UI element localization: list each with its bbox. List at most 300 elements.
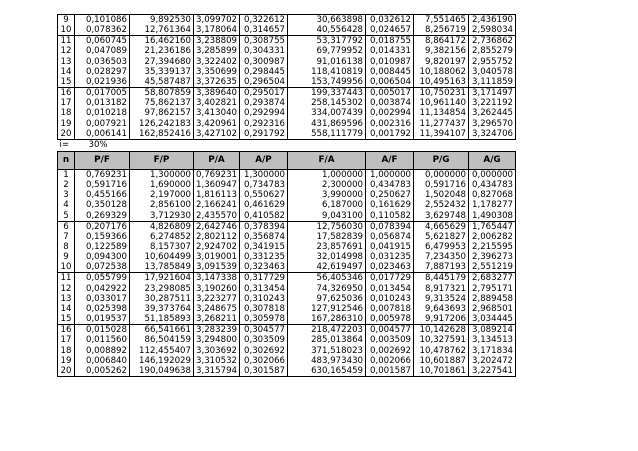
factor-cell: 1,502048	[414, 190, 469, 200]
factor-cell: 0,005978	[366, 314, 414, 325]
period-cell: 17	[58, 98, 75, 108]
factor-cell: 0,021936	[75, 77, 130, 88]
factor-cell: 3,019001	[194, 252, 240, 262]
factor-cell: 3,268211	[194, 314, 240, 325]
factor-cell: 0,314657	[240, 25, 288, 36]
factor-cell: 30,287511	[130, 294, 194, 304]
factor-cell: 2,197000	[130, 190, 194, 200]
header-a-g: A/G	[469, 151, 516, 169]
factor-cell: 2,924702	[194, 242, 240, 252]
factor-cell: 371,518023	[288, 346, 366, 356]
header-f-p: F/P	[130, 151, 194, 169]
table-row	[58, 98, 516, 108]
factor-cell: 9,917206	[414, 314, 469, 325]
factor-cell: 0,032612	[366, 15, 414, 26]
factor-cell: 0,207176	[75, 221, 130, 232]
factor-cell: 45,587487	[130, 77, 194, 88]
table-row	[58, 242, 516, 252]
factor-cell: 0,006840	[75, 356, 130, 366]
factor-cell: 0,455166	[75, 190, 130, 200]
factor-cell: 3,089214	[469, 325, 516, 336]
factor-cell: 0,434783	[366, 180, 414, 190]
interest-value: 30%	[88, 139, 108, 150]
factor-cell: 10,188062	[414, 67, 469, 77]
factor-cell: 630,165459	[288, 366, 366, 377]
table-row	[58, 356, 516, 366]
factor-cell: 0,013182	[75, 98, 130, 108]
factor-cell: 10,601887	[414, 356, 469, 366]
factor-cell: 4,826809	[130, 221, 194, 232]
factor-cell: 0,002994	[366, 108, 414, 118]
table-row	[58, 119, 516, 129]
table-row	[58, 366, 516, 377]
factor-cell: 3,712930	[130, 211, 194, 222]
table-row	[58, 15, 516, 26]
interest-rate-row	[58, 139, 516, 151]
period-cell: 10	[58, 262, 75, 273]
factor-cell: 9,892530	[130, 15, 194, 26]
factor-cell: 0,042922	[75, 284, 130, 294]
factor-cell: 483,973430	[288, 356, 366, 366]
table-row	[58, 129, 516, 140]
factor-cell: 0,313454	[240, 284, 288, 294]
factor-cell: 2,736862	[469, 36, 516, 47]
period-cell: 6	[58, 221, 75, 232]
factor-cell: 0,159366	[75, 232, 130, 242]
factor-cell: 0,378394	[240, 221, 288, 232]
table-row	[58, 180, 516, 190]
factor-cell: 0,591716	[414, 180, 469, 190]
factor-cell: 7,551465	[414, 15, 469, 26]
factor-cell: 2,435570	[194, 211, 240, 222]
factor-cell: 0,003874	[366, 98, 414, 108]
factor-cell: 3,413040	[194, 108, 240, 118]
factor-cell: 0,007921	[75, 119, 130, 129]
factor-cell: 9,313524	[414, 294, 469, 304]
factor-cell: 0,025398	[75, 304, 130, 314]
factor-cell: 2,642746	[194, 221, 240, 232]
factor-cell: 2,166241	[194, 200, 240, 210]
factor-cell: 0,072538	[75, 262, 130, 273]
factor-cell: 3,134513	[469, 335, 516, 345]
factor-cell: 146,192029	[130, 356, 194, 366]
factor-cell: 0,302066	[240, 356, 288, 366]
factor-cell: 0,341915	[240, 242, 288, 252]
factor-cell: 0,434783	[469, 180, 516, 190]
factor-cell: 56,405346	[288, 273, 366, 284]
table-row	[58, 211, 516, 222]
factor-cell: 118,410819	[288, 67, 366, 77]
factor-cell: 1,300000	[240, 169, 288, 180]
factor-cell: 0,007818	[366, 304, 414, 314]
factor-cell: 1,178277	[469, 200, 516, 210]
factor-cell: 112,455407	[130, 346, 194, 356]
factor-cell: 3,248675	[194, 304, 240, 314]
factor-cell: 0,010243	[366, 294, 414, 304]
factor-cell: 0,292994	[240, 108, 288, 118]
factor-cell: 69,779952	[288, 46, 366, 56]
period-cell: 16	[58, 325, 75, 336]
period-cell: 13	[58, 57, 75, 67]
factor-cell: 3,420961	[194, 119, 240, 129]
factor-cell: 2,683277	[469, 273, 516, 284]
factor-cell: 11,277437	[414, 119, 469, 129]
factor-cell: 10,327591	[414, 335, 469, 345]
factor-cell: 0,033017	[75, 294, 130, 304]
factor-cell: 9,043100	[288, 211, 366, 222]
factor-cell: 0,031235	[366, 252, 414, 262]
factor-cell: 0,461629	[240, 200, 288, 210]
factor-cell: 10,142628	[414, 325, 469, 336]
factor-cell: 3,227541	[469, 366, 516, 377]
period-cell: 5	[58, 211, 75, 222]
factor-cell: 8,256719	[414, 25, 469, 36]
factor-cell: 0,028297	[75, 67, 130, 77]
factor-cell: 0,003509	[366, 335, 414, 345]
factor-cell: 3,296570	[469, 119, 516, 129]
factor-cell: 0,001792	[366, 129, 414, 140]
table-row	[58, 169, 516, 180]
factor-table-top	[57, 14, 516, 377]
factor-cell: 42,619497	[288, 262, 366, 273]
factor-cell: 2,598034	[469, 25, 516, 36]
table-row	[58, 232, 516, 242]
factor-cell: 27,394680	[130, 57, 194, 67]
factor-cell: 3,402821	[194, 98, 240, 108]
factor-cell: 2,396273	[469, 252, 516, 262]
factor-cell: 3,099702	[194, 15, 240, 26]
factor-cell: 190,049638	[130, 366, 194, 377]
table-row	[58, 77, 516, 88]
factor-cell: 40,556428	[288, 25, 366, 36]
factor-cell: 11,134854	[414, 108, 469, 118]
factor-cell: 0,017729	[366, 273, 414, 284]
factor-cell: 86,504159	[130, 335, 194, 345]
factor-cell: 9,382156	[414, 46, 469, 56]
factor-cell: 35,339137	[130, 67, 194, 77]
period-cell: 13	[58, 294, 75, 304]
period-cell: 17	[58, 335, 75, 345]
factor-cell: 0,036503	[75, 57, 130, 67]
factor-cell: 0,308755	[240, 36, 288, 47]
factor-cell: 6,274852	[130, 232, 194, 242]
factor-cell: 0,078394	[366, 221, 414, 232]
factor-cell: 3,350699	[194, 67, 240, 77]
factor-cell: 0,008445	[366, 67, 414, 77]
factor-cell: 0,304577	[240, 325, 288, 336]
table-header-row	[58, 151, 516, 169]
factor-cell: 0,305978	[240, 314, 288, 325]
factor-cell: 2,955752	[469, 57, 516, 67]
factor-cell: 0,296504	[240, 77, 288, 88]
table-row	[58, 221, 516, 232]
period-cell: 12	[58, 46, 75, 56]
factor-cell: 8,917321	[414, 284, 469, 294]
period-cell: 15	[58, 314, 75, 325]
factor-cell: 1,690000	[130, 180, 194, 190]
factor-cell: 3,303692	[194, 346, 240, 356]
factor-cell: 75,862137	[130, 98, 194, 108]
factor-cell: 0,301587	[240, 366, 288, 377]
factor-cell: 13,785849	[130, 262, 194, 273]
table-row	[58, 200, 516, 210]
factor-cell: 0,331235	[240, 252, 288, 262]
period-cell: 1	[58, 169, 75, 180]
period-cell: 20	[58, 129, 75, 140]
factor-cell: 0,019537	[75, 314, 130, 325]
header-p-a: P/A	[194, 151, 240, 169]
factor-cell: 0,060745	[75, 36, 130, 47]
factor-cell: 0,010218	[75, 108, 130, 118]
factor-cell: 0,550627	[240, 190, 288, 200]
factor-cell: 0,122589	[75, 242, 130, 252]
factor-cell: 3,190260	[194, 284, 240, 294]
factor-cell: 3,990000	[288, 190, 366, 200]
factor-cell: 32,014998	[288, 252, 366, 262]
period-cell: 2	[58, 180, 75, 190]
factor-cell: 2,856100	[130, 200, 194, 210]
factor-cell: 1,000000	[366, 169, 414, 180]
factor-cell: 0,317729	[240, 273, 288, 284]
factor-cell: 0,024657	[366, 25, 414, 36]
period-cell: 18	[58, 346, 75, 356]
factor-cell: 1,765447	[469, 221, 516, 232]
factor-cell: 1,490308	[469, 211, 516, 222]
factor-cell: 0,056874	[366, 232, 414, 242]
factor-cell: 153,749956	[288, 77, 366, 88]
factor-cell: 3,294800	[194, 335, 240, 345]
factor-cell: 39,373764	[130, 304, 194, 314]
factor-cell: 0,041915	[366, 242, 414, 252]
factor-cell: 0,356874	[240, 232, 288, 242]
period-cell: 10	[58, 25, 75, 36]
factor-cell: 1,360947	[194, 180, 240, 190]
factor-cell: 0,006141	[75, 129, 130, 140]
factor-cell: 0,005017	[366, 88, 414, 99]
factor-cell: 7,234350	[414, 252, 469, 262]
factor-cell: 0,323463	[240, 262, 288, 273]
period-cell: 14	[58, 304, 75, 314]
table-row	[58, 88, 516, 99]
table-row	[58, 335, 516, 345]
period-cell: 16	[58, 88, 75, 99]
table-row	[58, 108, 516, 118]
factor-cell: 7,887193	[414, 262, 469, 273]
table-row	[58, 190, 516, 200]
factor-cell: 9,643693	[414, 304, 469, 314]
header-a-p: A/P	[240, 151, 288, 169]
factor-cell: 431,869596	[288, 119, 366, 129]
factor-cell: 0,322612	[240, 15, 288, 26]
factor-cell: 23,857691	[288, 242, 366, 252]
factor-cell: 0,078362	[75, 25, 130, 36]
factor-cell: 0,161629	[366, 200, 414, 210]
header-n: n	[58, 151, 75, 169]
factor-tables	[57, 14, 516, 377]
factor-cell: 6,479953	[414, 242, 469, 252]
factor-cell: 126,242183	[130, 119, 194, 129]
factor-cell: 0,094300	[75, 252, 130, 262]
factor-cell: 3,427102	[194, 129, 240, 140]
factor-cell: 0,769231	[75, 169, 130, 180]
factor-cell: 0,011560	[75, 335, 130, 345]
factor-cell: 9,820197	[414, 57, 469, 67]
period-cell: 20	[58, 366, 75, 377]
factor-cell: 0,005262	[75, 366, 130, 377]
factor-cell: 8,864172	[414, 36, 469, 47]
factor-cell: 3,285899	[194, 46, 240, 56]
factor-cell: 0,591716	[75, 180, 130, 190]
period-cell: 8	[58, 242, 75, 252]
factor-cell: 3,040578	[469, 67, 516, 77]
factor-cell: 258,145302	[288, 98, 366, 108]
period-cell: 11	[58, 273, 75, 284]
factor-cell: 3,223277	[194, 294, 240, 304]
factor-cell: 0,250627	[366, 190, 414, 200]
table-row	[58, 46, 516, 56]
factor-cell: 0,010987	[366, 57, 414, 67]
factor-cell: 0,293874	[240, 98, 288, 108]
period-cell: 14	[58, 67, 75, 77]
factor-cell: 3,171497	[469, 88, 516, 99]
factor-cell: 3,372635	[194, 77, 240, 88]
factor-cell: 0,004577	[366, 325, 414, 336]
factor-cell: 334,007439	[288, 108, 366, 118]
interest-label: i=	[59, 139, 70, 150]
factor-cell: 3,202472	[469, 356, 516, 366]
period-cell: 4	[58, 200, 75, 210]
period-cell: 9	[58, 252, 75, 262]
factor-cell: 2,436190	[469, 15, 516, 26]
factor-cell: 0,300987	[240, 57, 288, 67]
factor-cell: 23,298085	[130, 284, 194, 294]
header-p-f: P/F	[75, 151, 130, 169]
factor-cell: 3,034445	[469, 314, 516, 325]
factor-cell: 10,495163	[414, 77, 469, 88]
factor-cell: 3,629748	[414, 211, 469, 222]
factor-cell: 0,001587	[366, 366, 414, 377]
period-cell: 15	[58, 77, 75, 88]
factor-cell: 5,621827	[414, 232, 469, 242]
table-row	[58, 284, 516, 294]
factor-cell: 10,604499	[130, 252, 194, 262]
factor-cell: 6,187000	[288, 200, 366, 210]
factor-cell: 0,018755	[366, 36, 414, 47]
factor-cell: 0,269329	[75, 211, 130, 222]
table-row	[58, 304, 516, 314]
factor-cell: 2,968501	[469, 304, 516, 314]
table-row	[58, 25, 516, 36]
factor-cell: 21,236186	[130, 46, 194, 56]
factor-cell: 0,110582	[366, 211, 414, 222]
factor-cell: 0,292316	[240, 119, 288, 129]
factor-cell: 0,047089	[75, 46, 130, 56]
factor-cell: 162,852416	[130, 129, 194, 140]
factor-cell: 4,665629	[414, 221, 469, 232]
factor-cell: 0,769231	[194, 169, 240, 180]
header-a-f: A/F	[366, 151, 414, 169]
factor-cell: 0,002692	[366, 346, 414, 356]
period-cell: 19	[58, 119, 75, 129]
factor-cell: 199,337443	[288, 88, 366, 99]
table-row	[58, 67, 516, 77]
factor-cell: 58,807859	[130, 88, 194, 99]
factor-cell: 11,394107	[414, 129, 469, 140]
table-row	[58, 36, 516, 47]
factor-cell: 30,663898	[288, 15, 366, 26]
factor-cell: 2,802112	[194, 232, 240, 242]
header-p-g: P/G	[414, 151, 469, 169]
factor-cell: 51,185893	[130, 314, 194, 325]
table-row	[58, 346, 516, 356]
period-cell: 11	[58, 36, 75, 47]
factor-cell: 66,541661	[130, 325, 194, 336]
factor-cell: 0,303509	[240, 335, 288, 345]
factor-cell: 2,855279	[469, 46, 516, 56]
factor-cell: 2,006282	[469, 232, 516, 242]
factor-cell: 0,298445	[240, 67, 288, 77]
factor-cell: 3,262445	[469, 108, 516, 118]
factor-cell: 74,326950	[288, 284, 366, 294]
factor-cell: 0,008892	[75, 346, 130, 356]
factor-cell: 2,215595	[469, 242, 516, 252]
factor-cell: 0,291792	[240, 129, 288, 140]
factor-cell: 0,015028	[75, 325, 130, 336]
factor-cell: 10,750231	[414, 88, 469, 99]
period-cell: 9	[58, 15, 75, 26]
factor-cell: 285,013864	[288, 335, 366, 345]
factor-cell: 8,445179	[414, 273, 469, 284]
factor-cell: 91,016138	[288, 57, 366, 67]
table-row	[58, 57, 516, 67]
factor-cell: 1,816113	[194, 190, 240, 200]
factor-cell: 97,862157	[130, 108, 194, 118]
factor-cell: 2,552432	[414, 200, 469, 210]
factor-cell: 0,023463	[366, 262, 414, 273]
factor-cell: 17,921604	[130, 273, 194, 284]
factor-cell: 3,283239	[194, 325, 240, 336]
factor-cell: 17,582839	[288, 232, 366, 242]
factor-cell: 0,101086	[75, 15, 130, 26]
factor-cell: 0,410582	[240, 211, 288, 222]
factor-cell: 0,017005	[75, 88, 130, 99]
period-cell: 7	[58, 232, 75, 242]
period-cell: 19	[58, 356, 75, 366]
factor-cell: 2,551219	[469, 262, 516, 273]
factor-cell: 218,472203	[288, 325, 366, 336]
factor-cell: 3,322402	[194, 57, 240, 67]
factor-cell: 0,827068	[469, 190, 516, 200]
factor-cell: 3,221192	[469, 98, 516, 108]
factor-cell: 10,701861	[414, 366, 469, 377]
factor-cell: 0,307818	[240, 304, 288, 314]
factor-cell: 2,795171	[469, 284, 516, 294]
table-row	[58, 252, 516, 262]
factor-cell: 0,734783	[240, 180, 288, 190]
factor-cell: 3,111859	[469, 77, 516, 88]
factor-cell: 3,310532	[194, 356, 240, 366]
factor-cell: 0,310243	[240, 294, 288, 304]
header-f-a: F/A	[288, 151, 366, 169]
factor-cell: 12,761364	[130, 25, 194, 36]
table-row	[58, 294, 516, 304]
table-row	[58, 325, 516, 336]
factor-cell: 127,912546	[288, 304, 366, 314]
factor-cell: 0,006504	[366, 77, 414, 88]
factor-cell: 10,961140	[414, 98, 469, 108]
factor-cell: 1,000000	[288, 169, 366, 180]
factor-cell: 16,462160	[130, 36, 194, 47]
